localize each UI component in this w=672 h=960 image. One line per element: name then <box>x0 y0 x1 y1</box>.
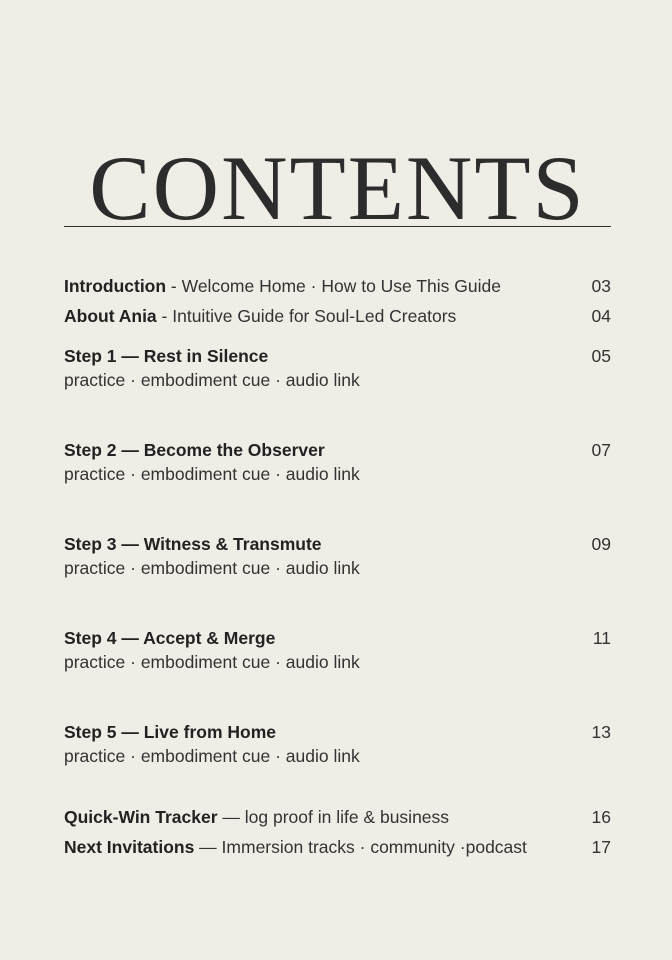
toc-entry-description: log proof in life & business <box>244 807 450 827</box>
toc-entry-subtitle: practice · embodiment cue · audio link <box>64 464 360 484</box>
toc-separator: — <box>194 837 222 857</box>
toc-entry-subtitle: practice · embodiment cue · audio link <box>64 370 360 390</box>
toc-entry-title: Step 3 — Witness & Transmute <box>64 534 322 554</box>
toc-entry-subtitle: practice · embodiment cue · audio link <box>64 746 360 766</box>
toc-entry-about[interactable] <box>64 305 611 327</box>
toc-page-number: 07 <box>591 440 611 460</box>
toc-entry-step-1[interactable] <box>64 345 611 391</box>
toc-page-number: 16 <box>591 807 611 827</box>
toc-entry-next-invitations[interactable] <box>64 836 611 858</box>
toc-page-number: 11 <box>592 628 611 648</box>
toc-page-number: 03 <box>591 276 611 296</box>
toc-page-number: 17 <box>591 837 611 857</box>
toc-entry-step-4[interactable] <box>64 627 611 673</box>
toc-entry-title: About Ania <box>64 306 157 326</box>
toc-entry-description: Immersion tracks · community ·podcast <box>221 837 527 857</box>
toc-entry-quick-win-tracker[interactable] <box>64 806 611 828</box>
toc-page-number: 05 <box>591 346 611 366</box>
toc-entry-title: Step 2 — Become the Observer <box>64 440 325 460</box>
toc-page-number: 04 <box>591 306 611 326</box>
toc-entry-title: Step 5 — Live from Home <box>64 722 276 742</box>
toc-entry-title: Next Invitations <box>64 837 195 857</box>
title-underline <box>64 226 611 227</box>
toc-entry-title: Step 1 — Rest in Silence <box>64 346 269 366</box>
toc-entry-step-2[interactable] <box>64 439 611 485</box>
toc-entry-description: Intuitive Guide for Soul-Led Creators <box>172 306 457 326</box>
toc-entry-description: Welcome Home · How to Use This Guide <box>181 276 501 296</box>
toc-entry-subtitle: practice · embodiment cue · audio link <box>64 652 360 672</box>
toc-separator: — <box>217 807 245 827</box>
page-title: CONTENTS <box>89 137 586 239</box>
toc-entry-subtitle: practice · embodiment cue · audio link <box>64 558 360 578</box>
toc-entry-title: Step 4 — Accept & Merge <box>64 628 276 648</box>
toc-page-number: 13 <box>591 722 611 742</box>
toc-entry-introduction[interactable] <box>64 275 611 297</box>
toc-separator: - <box>156 306 173 326</box>
toc-entry-step-5[interactable] <box>64 721 611 767</box>
toc-entry-title: Introduction <box>64 276 167 296</box>
toc-entry-title: Quick-Win Tracker <box>64 807 218 827</box>
toc-entry-step-3[interactable] <box>64 533 611 579</box>
toc-page-number: 09 <box>591 534 611 554</box>
toc-separator: - <box>166 276 182 296</box>
